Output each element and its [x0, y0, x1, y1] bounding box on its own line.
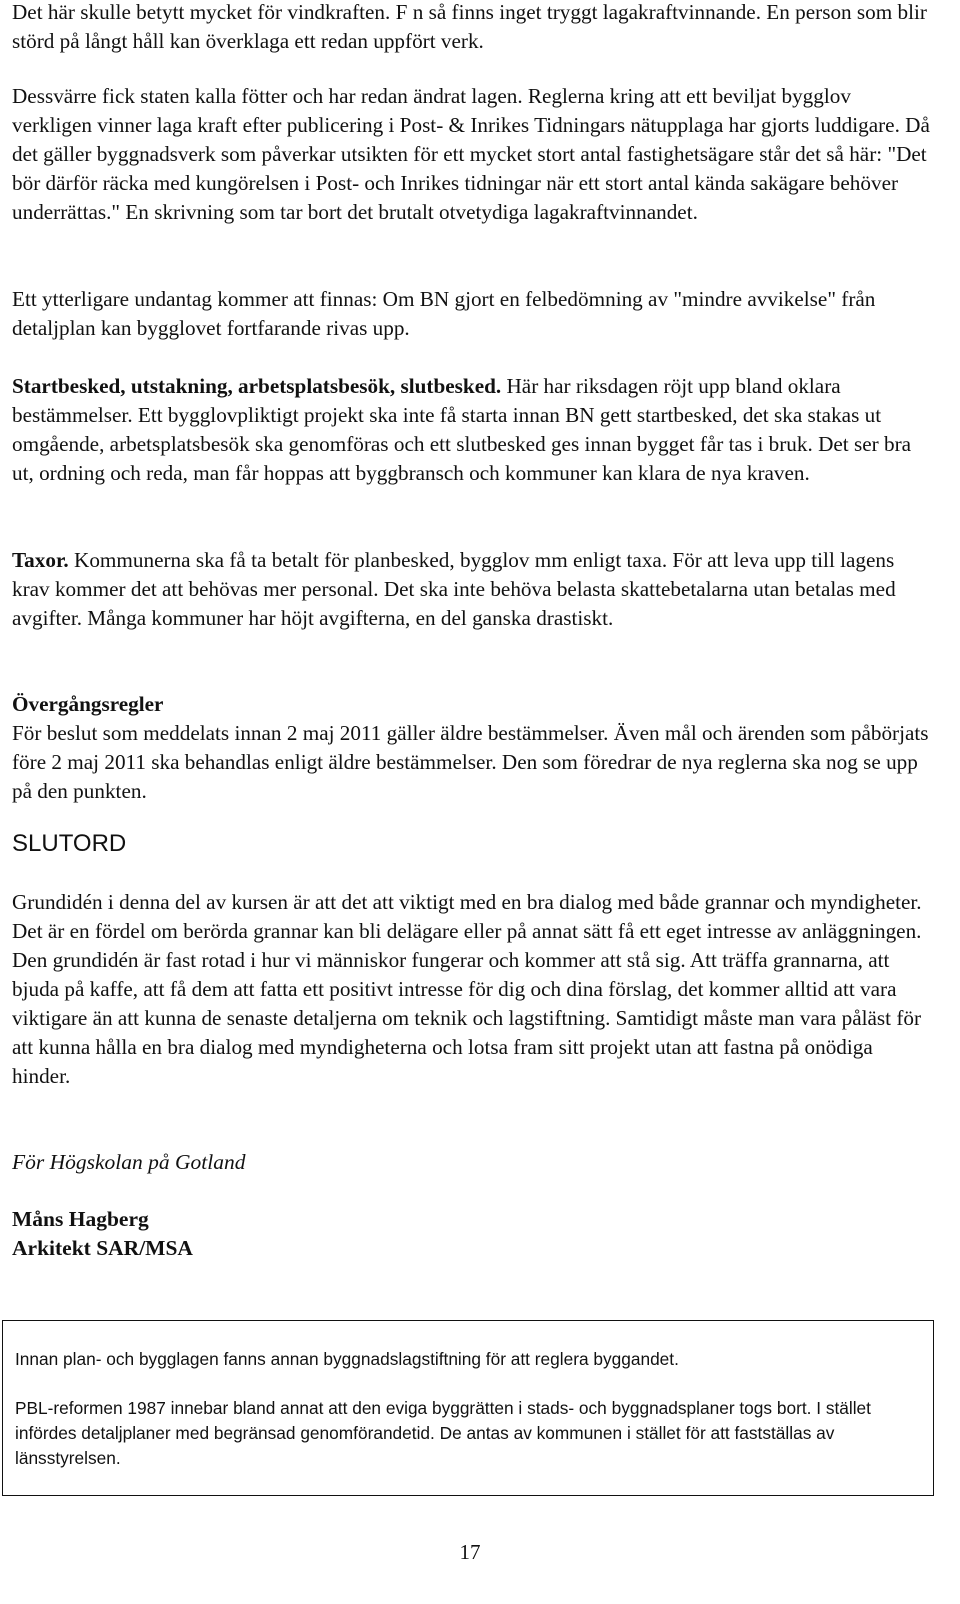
- paragraph-vindkraft: Det här skulle betytt mycket för vindkraften. F n så finns inget tryggt lagakraftvinnande. En person som blir störd på långt håll kan överklaga ett redan uppfört verk.: [12, 0, 927, 53]
- signature-name: Måns Hagberg: [12, 1207, 149, 1231]
- paragraph-lagakraft: Dessvärre fick staten kalla fötter och har redan ändrat lagen. Reglerna kring att ett beviljat bygglov verkligen vinner laga kraft efter publicering i Post- & Inrikes Tidningars nätupplaga har gjorts luddigare. Då det gäller byggnadsverk som påverkar utsikten för ett mycket stort antal fastighetsägare står det så här: "Det bör därför räcka med kungörelsen i Post- och Inrikes tidningar när ett stort antal kända sakägare behöver underrättas." En skrivning som tar bort det brutalt otvetydiga lagakraftvinnandet.: [12, 84, 930, 224]
- signature-affiliation: För Högskolan på Gotland: [12, 1150, 246, 1174]
- note-line-1: Innan plan- och bygglagen fanns annan byggnadslagstiftning för att reglera byggandet.: [15, 1349, 679, 1369]
- page-number: 17: [459, 1540, 481, 1564]
- slutord-heading: SLUTORD: [12, 830, 127, 857]
- overgangsregler-text: För beslut som meddelats innan 2 maj 2011 gäller äldre bestämmelser. Även mål och ärenden som påbörjats före 2 maj 2011 ska behandlas enligt äldre bestämmelser. Den som föredrar de nya reglerna ska nog se upp på den punkten.: [12, 721, 929, 803]
- taxor-heading: Taxor.: [12, 548, 69, 572]
- note-box: [2, 1320, 934, 1496]
- startbesked-heading: Startbesked, utstakning, arbetsplatsbesök, slutbesked.: [12, 374, 502, 398]
- note-line-2: PBL-reformen 1987 innebar bland annat att den eviga byggrätten i stads- och byggnadsplaner togs bort. I stället infördes detaljplaner med begränsad genomförandetid. De antas av kommunen i stället för att fastställas av länsstyrelsen.: [15, 1398, 871, 1468]
- paragraph-undantag: Ett ytterligare undantag kommer att finnas: Om BN gjort en felbedömning av "mindre avvikelse" från detaljplan kan bygglovet fortfarande rivas upp.: [12, 287, 876, 340]
- signature-title: Arkitekt SAR/MSA: [12, 1236, 193, 1260]
- overgangsregler-heading: Övergångsregler: [12, 692, 164, 716]
- paragraph-overgangsregler: [12, 690, 932, 806]
- paragraph-slutord: Grundidén i denna del av kursen är att det att viktigt med en bra dialog med både grannar och myndigheter. Det är en fördel om berörda grannar kan bli delägare eller på annat sätt få ett eget intresse av anläggningen. Den grundidén är fast rotad i hur vi människor fungerar och kommer att stå sig. Att träffa grannarna, att bjuda på kaffe, att få dem att fatta ett positivt intresse för dig och dina förslag, det kommer alltid att vara viktigare än att kunna de senaste detaljerna om teknik och lagstiftning. Samtidigt måste man vara påläst för att kunna hålla en bra dialog med myndigheterna och lotsa fram sitt projekt utan att fastna på onödiga hinder.: [12, 890, 922, 1088]
- paragraph-startbesked: [12, 372, 932, 488]
- paragraph-taxor: [12, 546, 932, 633]
- taxor-text: Kommunerna ska få ta betalt för planbesked, bygglov mm enligt taxa. För att leva upp till lagens krav kommer det att behövas mer personal. Det ska inte behöva belasta skattebetalarna utan betalas med avgifter. Många kommuner har höjt avgifterna, en del ganska drastiskt.: [12, 548, 896, 630]
- startbesked-text: Här har riksdagen röjt upp bland oklara bestämmelser. Ett bygglovpliktigt projekt ska inte få starta innan BN gett startbesked, det ska stakas ut omgående, arbetsplatsbesök ska genomföras och ett slutbesked ges innan bygget får tas i bruk. Det ser bra ut, ordning och reda, man får hoppas att byggbransch och kommuner kan klara de nya kraven.: [12, 374, 912, 485]
